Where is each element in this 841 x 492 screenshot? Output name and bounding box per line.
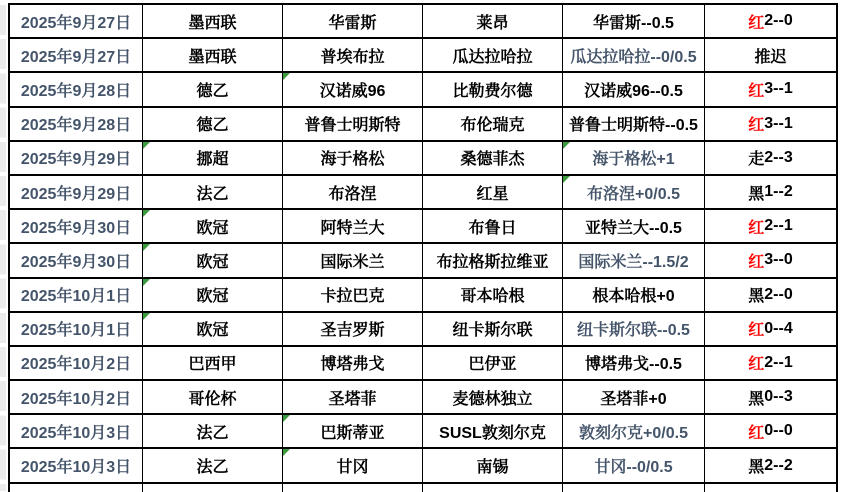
away-team-text: 南锡: [476, 459, 509, 477]
result-tag: 黑: [748, 288, 765, 306]
result-score: 2--3: [764, 148, 793, 166]
date-cell[interactable]: [10, 415, 143, 449]
handicap-cell[interactable]: [563, 244, 705, 278]
result-tag: 黑: [748, 459, 765, 477]
handicap-cell[interactable]: [563, 210, 705, 244]
handicap-cell[interactable]: [563, 347, 705, 381]
home-team-cell[interactable]: [283, 210, 423, 244]
handicap-text: 甘冈--0/0.5: [594, 459, 673, 477]
result-score: 3--1: [764, 114, 793, 132]
result-score: 3--0: [764, 251, 793, 269]
league-text: 法乙: [196, 424, 229, 442]
match-table: [8, 3, 838, 492]
away-team-text: 瓜达拉哈拉: [452, 48, 533, 66]
league-cell[interactable]: [143, 415, 283, 449]
date-cell[interactable]: [10, 244, 143, 278]
date-text: 2025年9月30日: [20, 219, 132, 237]
handicap-cell[interactable]: [563, 381, 705, 415]
handicap-cell[interactable]: [563, 279, 705, 313]
result-tag: 红: [748, 219, 765, 237]
handicap-cell[interactable]: [563, 73, 705, 107]
result-cell[interactable]: [705, 415, 836, 449]
away-team-text: 麦德林独立: [452, 390, 533, 408]
away-team-cell[interactable]: [423, 449, 563, 483]
result-tag: 黑: [748, 390, 765, 408]
league-text: 挪超: [196, 151, 229, 169]
result-tag: 红: [748, 117, 765, 135]
result-tag: 走: [748, 151, 765, 169]
home-team-cell[interactable]: [283, 108, 423, 142]
date-cell[interactable]: [10, 73, 143, 107]
date-cell[interactable]: [10, 108, 143, 142]
home-team-text: 圣吉罗斯: [320, 322, 385, 340]
error-indicator-icon: [283, 415, 290, 422]
error-indicator-icon: [143, 210, 150, 217]
home-team-cell[interactable]: [283, 279, 423, 313]
league-cell[interactable]: [143, 142, 283, 176]
away-team-text: 比勒费尔德: [452, 82, 533, 100]
home-team-text: 阿特兰大: [320, 219, 385, 237]
error-indicator-icon: [143, 244, 150, 251]
date-cell[interactable]: [10, 210, 143, 244]
home-team-text: 巴斯蒂亚: [320, 424, 385, 442]
league-cell[interactable]: [143, 381, 283, 415]
date-text: 2025年9月29日: [20, 185, 132, 203]
result-score: 0--4: [764, 319, 793, 337]
league-text: 哥伦杯: [188, 390, 237, 408]
result-score: 2--2: [764, 456, 793, 474]
league-cell[interactable]: [143, 484, 283, 492]
handicap-text: 圣塔菲+0: [600, 390, 667, 408]
away-team-cell[interactable]: [423, 484, 563, 492]
league-text: 欧冠: [196, 253, 229, 271]
handicap-text: 瓜达拉哈拉--0/0.5: [570, 48, 697, 66]
result-cell[interactable]: [705, 347, 836, 381]
handicap-text: 华雷斯--0.5: [593, 14, 674, 32]
handicap-cell[interactable]: [563, 176, 705, 210]
handicap-text: 博塔弗戈--0.5: [585, 356, 682, 374]
result-tag: 红: [748, 14, 765, 32]
date-text: 2025年10月2日: [20, 356, 132, 374]
error-indicator-icon: [283, 449, 290, 456]
league-text: 德乙: [196, 117, 229, 135]
league-text: 欧冠: [196, 288, 229, 306]
result-cell[interactable]: [705, 39, 836, 73]
error-indicator-icon: [563, 176, 570, 183]
result-tag: 红: [748, 356, 765, 374]
handicap-text: 根本哈根+0: [592, 288, 675, 306]
error-indicator-icon: [143, 142, 150, 149]
away-team-text: 红星: [476, 185, 509, 203]
date-text: 2025年9月29日: [20, 151, 132, 169]
result-tag: 红: [748, 82, 765, 100]
league-cell[interactable]: [143, 313, 283, 347]
result-cell[interactable]: [705, 210, 836, 244]
league-text: 法乙: [196, 185, 229, 203]
league-cell[interactable]: [143, 5, 283, 39]
date-text: 2025年9月28日: [20, 82, 132, 100]
home-team-cell[interactable]: [283, 313, 423, 347]
home-team-cell[interactable]: [283, 73, 423, 107]
handicap-cell[interactable]: [563, 313, 705, 347]
result-cell[interactable]: [705, 108, 836, 142]
league-cell[interactable]: [143, 210, 283, 244]
result-score: 2--0: [764, 12, 793, 30]
away-team-cell[interactable]: [423, 210, 563, 244]
home-team-cell[interactable]: [283, 5, 423, 39]
result-score: 1--2: [764, 183, 793, 201]
away-team-cell[interactable]: [423, 415, 563, 449]
home-team-cell[interactable]: [283, 415, 423, 449]
result-cell[interactable]: [705, 244, 836, 278]
league-text: 欧冠: [196, 322, 229, 340]
away-team-cell[interactable]: [423, 5, 563, 39]
league-cell[interactable]: [143, 73, 283, 107]
date-text: 2025年10月1日: [20, 322, 132, 340]
date-cell[interactable]: [10, 449, 143, 483]
league-cell[interactable]: [143, 176, 283, 210]
result-cell[interactable]: [705, 449, 836, 483]
result-score: 2--1: [764, 217, 793, 235]
handicap-text: 敦刻尔克+0/0.5: [579, 424, 688, 442]
away-team-text: 莱昂: [476, 14, 509, 32]
date-cell[interactable]: [10, 347, 143, 381]
result-cell[interactable]: [705, 142, 836, 176]
home-team-cell[interactable]: [283, 39, 423, 73]
away-team-text: 布鲁日: [468, 219, 517, 237]
home-team-cell[interactable]: [283, 347, 423, 381]
away-team-text: 桑德菲杰: [460, 151, 525, 169]
league-cell[interactable]: [143, 449, 283, 483]
handicap-cell[interactable]: [563, 39, 705, 73]
home-team-text: 普埃布拉: [320, 48, 385, 66]
result-tag: 红: [748, 253, 765, 271]
away-team-cell[interactable]: [423, 108, 563, 142]
result-tag: 红: [748, 424, 765, 442]
result-score: 3--1: [764, 80, 793, 98]
away-team-cell[interactable]: [423, 347, 563, 381]
handicap-text: 国际米兰--1.5/2: [578, 253, 689, 271]
home-team-text: 布洛涅: [328, 185, 377, 203]
league-text: 墨西联: [188, 14, 237, 32]
date-cell[interactable]: [10, 5, 143, 39]
error-indicator-icon: [143, 313, 150, 320]
league-text: 巴西甲: [188, 356, 237, 374]
handicap-text: 纽卡斯尔联--0.5: [577, 322, 690, 340]
result-tag: 推迟: [754, 48, 787, 66]
handicap-cell[interactable]: [563, 108, 705, 142]
away-team-text: 纽卡斯尔联: [452, 322, 533, 340]
handicap-text: 布洛涅+0/0.5: [587, 185, 680, 203]
result-score: 0--3: [764, 388, 793, 406]
away-team-text: 巴伊亚: [468, 356, 517, 374]
away-team-cell[interactable]: [423, 176, 563, 210]
handicap-text: 亚特兰大--0.5: [585, 219, 682, 237]
result-cell[interactable]: [705, 381, 836, 415]
home-team-text: 普鲁士明斯特: [304, 117, 401, 135]
result-cell[interactable]: [705, 279, 836, 313]
handicap-cell[interactable]: [563, 5, 705, 39]
error-indicator-icon: [143, 279, 150, 286]
league-cell[interactable]: [143, 39, 283, 73]
home-team-text: 海于格松: [320, 151, 385, 169]
away-team-text: 布拉格斯拉维亚: [436, 253, 549, 271]
result-cell[interactable]: [705, 313, 836, 347]
date-cell[interactable]: [10, 176, 143, 210]
date-text: 2025年9月27日: [20, 48, 132, 66]
handicap-text: 普鲁士明斯特--0.5: [569, 117, 698, 135]
result-score: 2--1: [764, 353, 793, 371]
result-tag: 红: [748, 322, 765, 340]
handicap-cell[interactable]: [563, 484, 705, 492]
away-team-cell[interactable]: [423, 142, 563, 176]
handicap-cell[interactable]: [563, 142, 705, 176]
away-team-text: SUSL敦刻尔克: [439, 424, 546, 442]
result-score: 2--0: [764, 285, 793, 303]
error-indicator-icon: [283, 73, 290, 80]
date-cell[interactable]: [10, 279, 143, 313]
result-cell[interactable]: [705, 484, 836, 492]
date-text: 2025年10月2日: [20, 390, 132, 408]
league-text: 欧冠: [196, 219, 229, 237]
date-cell[interactable]: [10, 39, 143, 73]
date-cell[interactable]: [10, 313, 143, 347]
date-cell[interactable]: [10, 142, 143, 176]
home-team-text: 华雷斯: [328, 14, 377, 32]
league-cell[interactable]: [143, 347, 283, 381]
sheet-edge-strip: [0, 5, 6, 491]
home-team-text: 甘冈: [336, 459, 369, 477]
date-cell[interactable]: [10, 484, 143, 492]
result-score: 0--0: [764, 422, 793, 440]
home-team-cell[interactable]: [283, 484, 423, 492]
result-cell[interactable]: [705, 73, 836, 107]
home-team-cell[interactable]: [283, 381, 423, 415]
away-team-text: 哥本哈根: [460, 288, 525, 306]
away-team-text: 布伦瑞克: [460, 117, 525, 135]
league-text: 德乙: [196, 82, 229, 100]
error-indicator-icon: [563, 142, 570, 149]
result-cell[interactable]: [705, 5, 836, 39]
home-team-text: 汉诺威96: [319, 82, 386, 100]
league-cell[interactable]: [143, 244, 283, 278]
away-team-cell[interactable]: [423, 73, 563, 107]
date-text: 2025年10月1日: [20, 288, 132, 306]
home-team-cell[interactable]: [283, 176, 423, 210]
home-team-text: 圣塔菲: [328, 390, 377, 408]
date-text: 2025年9月28日: [20, 117, 132, 135]
date-text: 2025年9月27日: [20, 14, 132, 32]
league-text: 法乙: [196, 459, 229, 477]
date-cell[interactable]: [10, 381, 143, 415]
away-team-cell[interactable]: [423, 39, 563, 73]
home-team-cell[interactable]: [283, 244, 423, 278]
handicap-text: 汉诺威96--0.5: [584, 82, 683, 100]
date-text: 2025年9月30日: [20, 253, 132, 271]
away-team-cell[interactable]: [423, 381, 563, 415]
result-tag: 黑: [748, 185, 765, 203]
home-team-cell[interactable]: [283, 142, 423, 176]
handicap-text: 海于格松+1: [592, 151, 675, 169]
away-team-cell[interactable]: [423, 313, 563, 347]
home-team-cell[interactable]: [283, 449, 423, 483]
league-cell[interactable]: [143, 279, 283, 313]
handicap-cell[interactable]: [563, 449, 705, 483]
date-text: 2025年10月3日: [20, 459, 132, 477]
league-text: 墨西联: [188, 48, 237, 66]
home-team-text: 国际米兰: [320, 253, 385, 271]
date-text: 2025年10月3日: [20, 424, 132, 442]
away-team-cell[interactable]: [423, 279, 563, 313]
home-team-text: 卡拉巴克: [320, 288, 385, 306]
home-team-text: 博塔弗戈: [320, 356, 385, 374]
result-cell[interactable]: [705, 176, 836, 210]
away-team-cell[interactable]: [423, 244, 563, 278]
handicap-cell[interactable]: [563, 415, 705, 449]
league-cell[interactable]: [143, 108, 283, 142]
